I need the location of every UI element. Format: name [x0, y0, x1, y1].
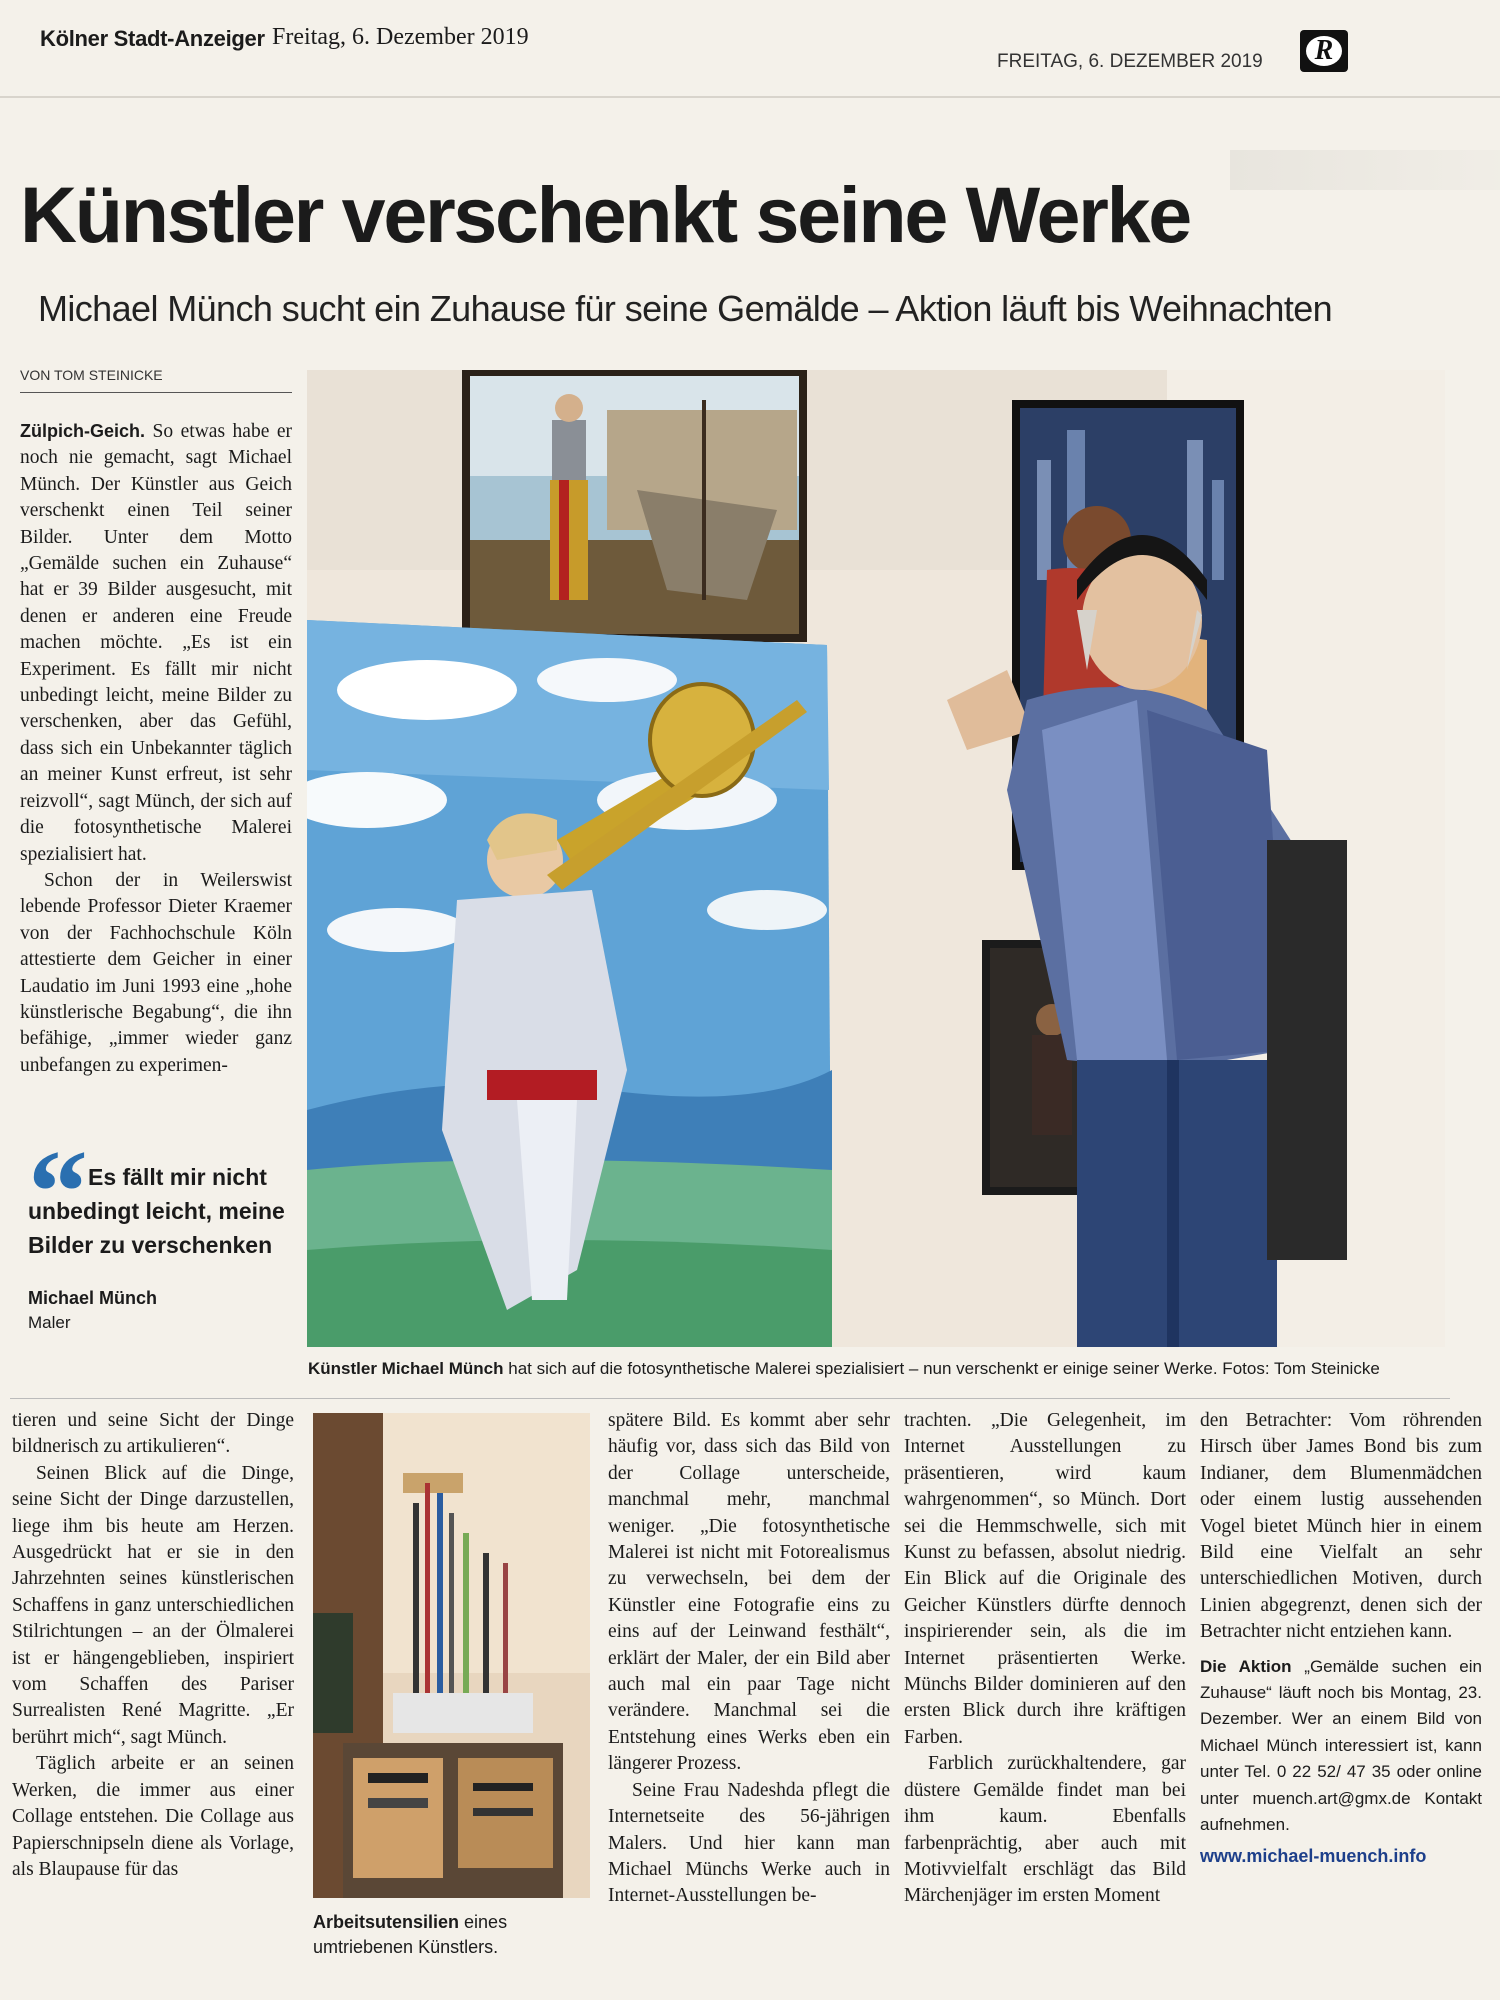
dateline: Zülpich-Geich. [20, 421, 146, 441]
pullquote-author: Michael Münch [28, 1288, 158, 1308]
headline: Künstler verschenkt seine Werke [20, 170, 1190, 259]
col5-paragraph-1: den Betrachter: Vom röhrenden Hirsch über James Bond bis zum Indianer, dem Blumenmädchen oder einem lustig aussehenden Vogel bietet Münch hier in einem Bild eine Vielfalt an sehr unterschiedlichen Motiven, durch Linien abgegrenzt, denen sich der Betrachter nicht entziehen kann. [1200, 1410, 1482, 1643]
main-photo [307, 370, 1445, 1347]
aktion-label: Die Aktion [1200, 1656, 1292, 1676]
painting-knight [462, 370, 807, 642]
pullquote-text: Es fällt mir nicht unbedingt leicht, meine Bilder zu verschenken [28, 1164, 285, 1258]
quote-mark-icon: “ [28, 1125, 88, 1258]
col4-paragraph-1: trachten. „Die Gelegenheit, im Internet Ausstellungen zu präsentieren, wird kaum wahrgenommen“, so Münch. Dort sei die Hemmschwelle, sich mit Kunst zu befassen, absolut niedrig. Ein Blick auf die Originale des Geicher Künstlers dürfte dennoch inspirierender sein, als die im Internet präsentierten Werke. Münchs Bilder dominieren auf den ersten Blick durch ihre kräftigen Farben. [904, 1410, 1186, 1748]
byline: VON TOM STEINICKE [20, 367, 163, 383]
col1-paragraph-3: Täglich arbeite er an seinen Werken, die immer aus einer Collage entstehen. Die Collage aus Papierschnipseln diene als Vorlage, als Blaupause für das [12, 1753, 294, 1880]
tools-caption-text: eines umtriebenen Künstlers. [313, 1912, 508, 1957]
pullquote [28, 1125, 300, 1333]
section-rule [10, 1398, 1450, 1399]
column-3 [608, 1408, 890, 1910]
left-paragraph-1: So etwas habe er noch nie gemacht, sagt Michael Münch. Der Künstler aus Geich verschenkt einen Teil seiner Bilder. Unter dem Motto „Gemälde suchen ein Zuhause“ hat er 39 Bilder ausgesucht, mit denen er anderen eine Freude machen möchte. „Es ist ein Experiment. Es fällt mir nicht unbedingt leicht, meine Bilder zu verschenken, aber das Gefühl, dass sich ein Unbekannter täglich an meiner Kunst erfreut, ist sehr reizvoll“, sagt Münch, der sich auf die fotosynthetische Malerei spezialisiert hat. [20, 421, 293, 865]
masthead-date: Freitag, 6. Dezember 2019 [272, 24, 529, 50]
subheadline: Michael Münch sucht ein Zuhause für seine Gemälde – Aktion läuft bis Weihnachten [38, 288, 1333, 329]
col3-paragraph-2: Seine Frau Nadeshda pflegt die Internetseite des 56-jährigen Malers. Und hier kann man Michael Münchs Werke auch in Internet-Ausstellungen be- [608, 1779, 890, 1907]
main-caption-bold: Künstler Michael Münch [308, 1359, 504, 1378]
pullquote-role: Maler [28, 1313, 71, 1332]
column-1 [12, 1408, 294, 1883]
main-caption-text: hat sich auf die fotosynthetische Malerei spezialisiert – nun verschenkt er einige seiner Werke. Fotos: Tom Steinicke [503, 1359, 1380, 1378]
logo-badge [1300, 30, 1348, 72]
logo-letter: R [1306, 36, 1342, 66]
tools-caption [313, 1910, 595, 1960]
column-5 [1200, 1408, 1482, 1869]
column-4 [904, 1408, 1186, 1910]
col3-paragraph-1: spätere Bild. Es kommt aber sehr häufig vor, dass sich das Bild von der Collage unterscheide, manchmal mehr, manchmal weniger. „Die fotosynthetische Malerei ist nicht mit Fotorealismus zu verwechseln, bei dem der Künstler eine Fotografie eins zu eins auf der Leinwand festhält“, erklärt der Maler, der ein Bild aber auch mal ein paar Tage nicht verändere. Manchmal sei die Entstehung eines Werks eben ein längerer Prozess. [608, 1410, 890, 1775]
byline-rule [20, 392, 292, 393]
tools-photo [313, 1413, 590, 1898]
tools-caption-bold: Arbeitsutensilien [313, 1912, 460, 1932]
painting-trumpeter [307, 620, 832, 1347]
website-link[interactable]: www.michael-muench.info [1200, 1845, 1427, 1866]
ghost-text [1230, 150, 1500, 190]
left-column [20, 418, 292, 1079]
col4-paragraph-2: Farblich zurückhaltendere, gar düstere Gemälde findet man bei ihm kaum. Ebenfalls farbenprächtig, aber auch mit Motivvielfalt erschlägt das Bild Märchenjäger im ersten Moment [904, 1753, 1186, 1907]
main-caption [308, 1358, 1448, 1380]
page-date: FREITAG, 6. DEZEMBER 2019 [997, 51, 1263, 72]
col1-paragraph-1: tieren und seine Sicht der Dinge bildnerisch zu artikulieren“. [12, 1410, 294, 1458]
aktion-text: „Gemälde suchen ein Zuhause“ läuft noch bis Montag, 23. Dezember. Wer an einem Bild von Michael Münch interessiert ist, kann unter Tel. 0 22 52/ 47 35 oder online unter muench.art@gmx.de Kontakt aufnehmen. [1200, 1656, 1482, 1835]
col1-paragraph-2: Seinen Blick auf die Dinge, seine Sicht der Dinge darzustellen, liege ihm bis heute am Herzen. Ausgedrückt hat er sie in den Jahrzehnten seines künstlerischen Schaffens in ganz unterschiedlichen Stilrichtungen – an der Ölmalerei ist er hängengeblieben, inspiriert vom Schaffen des Pariser Surrealisten René Magritte. „Er berührt mich“, sagt Münch. [12, 1462, 294, 1748]
top-rule [0, 96, 1500, 98]
left-paragraph-2: Schon der in Weilerswist lebende Professor Dieter Kraemer von der Fachhochschule Köln attestierte dem Geicher in einer Laudatio im Juni 1993 eine „hohe künstlerische Begabung“, die ihn befähige, „immer wieder ganz unbefangen zu experimen- [20, 869, 292, 1076]
paper-name: Kölner Stadt-Anzeiger [40, 26, 265, 51]
